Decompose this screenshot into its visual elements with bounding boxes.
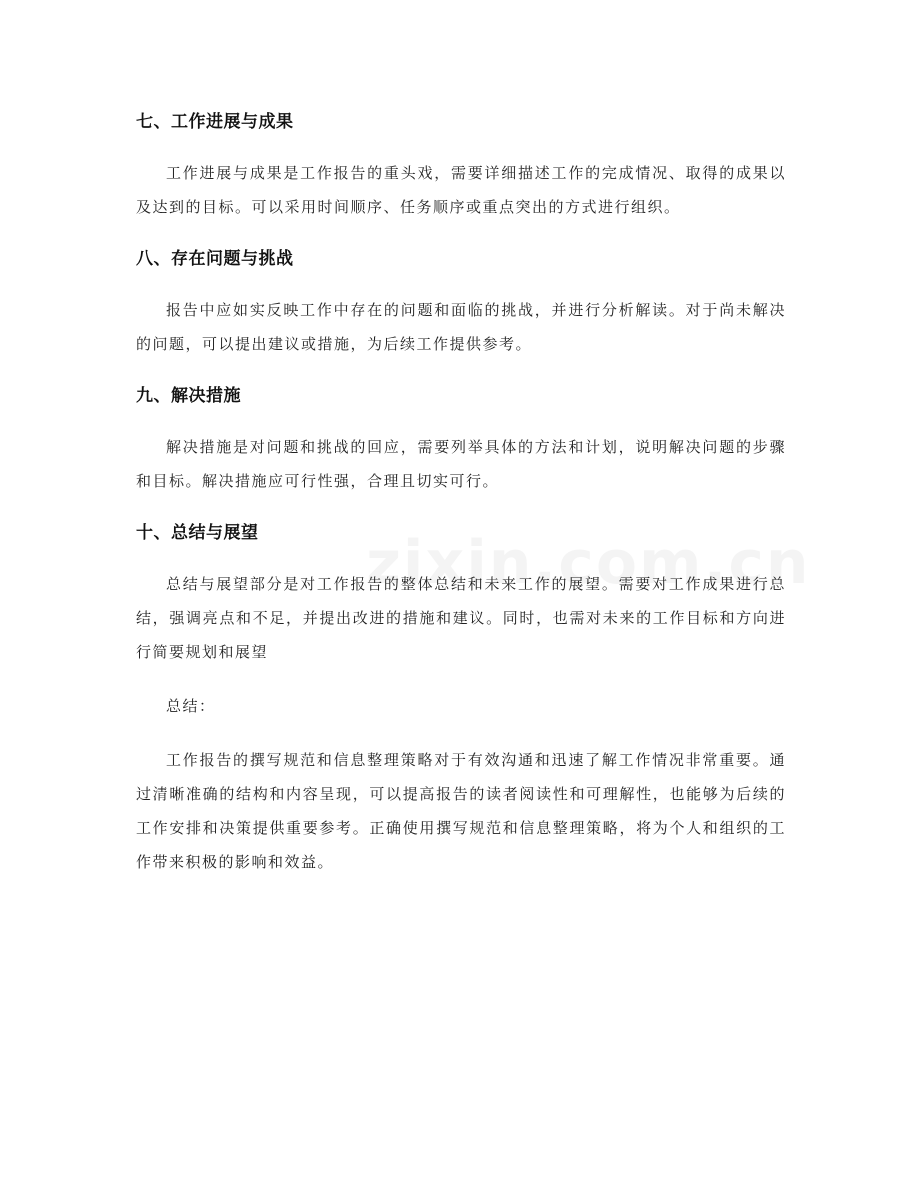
section-paragraph: 工作进展与成果是工作报告的重头戏，需要详细描述工作的完成情况、取得的成果以及达到的目标。可以采用时间顺序、任务顺序或重点突出的方式进行组织。 [136,164,786,216]
section-problems-challenges [136,243,786,361]
section-paragraph: 总结与展望部分是对工作报告的整体总结和未来工作的展望。需要对工作成果进行总结，强调亮点和不足，并提出改进的措施和建议。同时，也需对未来的工作目标和方向进行简要规划和展望 [136,575,786,661]
section-heading: 八、存在问题与挑战 [136,249,294,269]
section-summary-outlook [136,517,786,669]
summary-paragraph: 工作报告的撰写规范和信息整理策略对于有效沟通和迅速了解工作情况非常重要。通过清晰准确的结构和内容呈现，可以提高报告的读者阅读性和可理解性，也能够为后续的工作安排和决策提供重要参考。正确使用撰写规范和信息整理策略，将为个人和组织的工作带来积极的影响和效益。 [136,751,786,871]
section-heading: 七、工作进展与成果 [136,112,294,132]
section-paragraph: 报告中应如实反映工作中存在的问题和面临的挑战，并进行分析解读。对于尚未解决的问题，可以提出建议或措施，为后续工作提供参考。 [136,301,786,353]
section-paragraph: 解决措施是对问题和挑战的回应，需要列举具体的方法和计划，说明解决问题的步骤和目标。解决措施应可行性强，合理且切实可行。 [136,438,786,490]
document-body [136,106,786,879]
section-heading: 十、总结与展望 [136,523,259,543]
summary-block [136,689,786,879]
section-heading: 九、解决措施 [136,386,241,406]
summary-label: 总结： [166,697,216,715]
section-solutions [136,380,786,498]
section-progress-results [136,106,786,224]
